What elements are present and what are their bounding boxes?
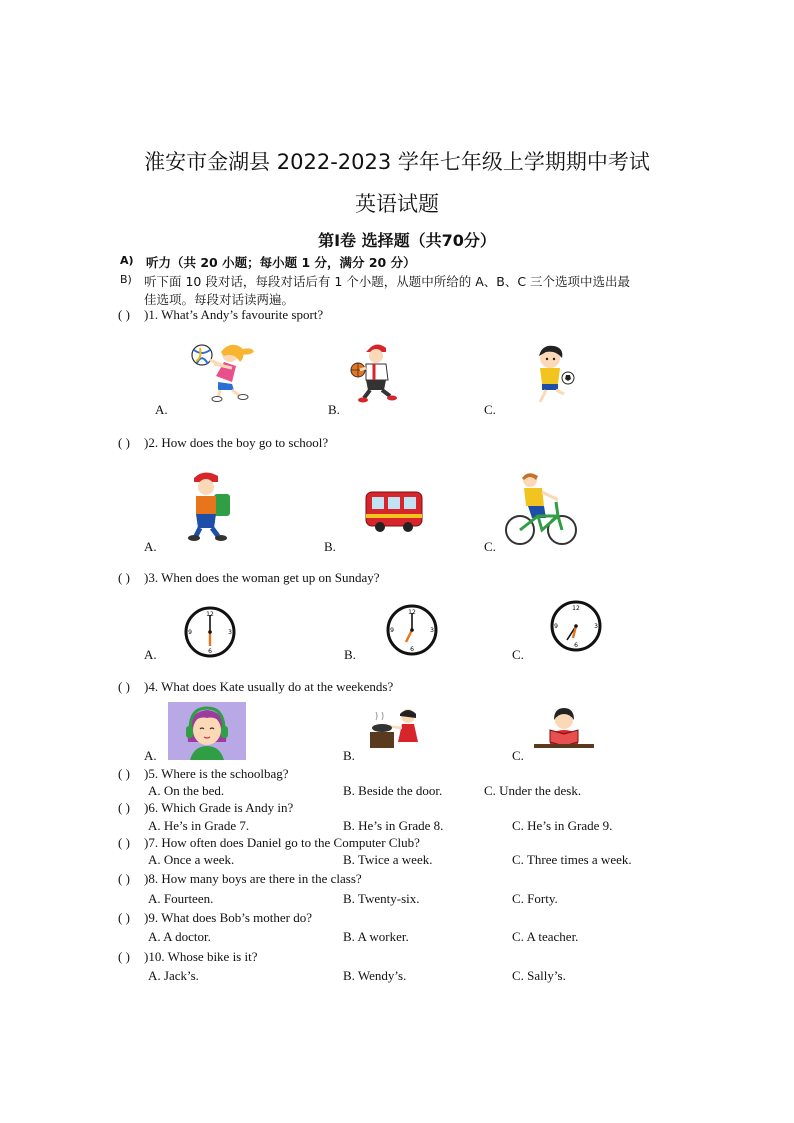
section-heading: 第Ⅰ卷 选择题（共70分） [318, 231, 496, 250]
reading-girl-image [534, 706, 594, 748]
q2-option-b[interactable]: B. [324, 539, 336, 554]
svg-text:6: 6 [410, 646, 414, 653]
question-5: )5. Where is the schoolbag? [144, 766, 289, 781]
question-10: )10. Whose bike is it? [144, 949, 258, 964]
q3-option-b[interactable]: B. [344, 647, 356, 662]
q5-option-c[interactable]: C. Under the desk. [484, 783, 582, 798]
q6-option-b[interactable]: B. He’s in Grade 8. [343, 818, 444, 833]
svg-text:12: 12 [572, 605, 580, 612]
q7-option-a[interactable]: A. Once a week. [148, 852, 235, 867]
instruction-a-text: 听力（共 20 小题；每小题 1 分，满分 20 分） [146, 255, 416, 270]
page-subtitle: 英语试题 [355, 192, 439, 216]
football-boy-image [526, 344, 578, 406]
instruction-a-marker: A) [120, 254, 134, 267]
clock-six-forty-image [550, 600, 602, 652]
svg-text:6: 6 [208, 648, 212, 655]
question-4: )4. What does Kate usually do at the weekends? [144, 679, 394, 694]
answer-bracket[interactable]: ( ) [118, 800, 130, 815]
q9-option-b[interactable]: B. A worker. [343, 929, 409, 944]
clock-six-oclock-image [184, 606, 236, 658]
answer-bracket[interactable]: ( ) [118, 949, 130, 964]
answer-bracket[interactable]: ( ) [118, 766, 130, 781]
q7-option-c[interactable]: C. Three times a week. [512, 852, 632, 867]
answer-bracket[interactable]: ( ) [118, 679, 130, 694]
page-title: 淮安市金湖县 2022-2023 学年七年级上学期期中考试 [144, 150, 650, 174]
svg-text:9: 9 [188, 629, 192, 636]
answer-bracket[interactable]: ( ) [118, 835, 130, 850]
svg-text:6: 6 [574, 642, 578, 649]
question-7: )7. How often does Daniel go to the Computer Club? [144, 835, 420, 850]
q4-option-b[interactable]: B. [343, 748, 355, 763]
svg-text:3: 3 [430, 627, 434, 634]
question-1: )1. What’s Andy’s favourite sport? [144, 307, 324, 322]
q6-option-c[interactable]: C. He’s in Grade 9. [512, 818, 613, 833]
q3-option-a[interactable]: A. [144, 647, 157, 662]
q1-option-a[interactable]: A. [155, 402, 168, 417]
svg-text:9: 9 [554, 623, 558, 630]
answer-bracket[interactable]: ( ) [118, 570, 130, 585]
question-3: )3. When does the woman get up on Sunday? [144, 570, 380, 585]
svg-text:12: 12 [206, 611, 214, 618]
bus-image [364, 488, 424, 534]
instruction-b-line1: 听下面 10 段对话，每段对话后有 1 个小题，从题中所给的 A、B、C 三个选项中选出最 [144, 274, 631, 289]
basketball-boy-image [348, 340, 400, 404]
svg-text:3: 3 [594, 623, 598, 630]
svg-text:3: 3 [228, 629, 232, 636]
instruction-b-line2: 佳选项。每段对话读两遍。 [144, 292, 295, 307]
question-6: )6. Which Grade is Andy in? [144, 800, 294, 815]
answer-bracket[interactable]: ( ) [118, 307, 130, 322]
q1-option-c[interactable]: C. [484, 402, 496, 417]
q2-option-a[interactable]: A. [144, 539, 157, 554]
q5-option-b[interactable]: B. Beside the door. [343, 783, 443, 798]
answer-bracket[interactable]: ( ) [118, 435, 130, 450]
question-8: )8. How many boys are there in the class? [144, 871, 362, 886]
cooking-girl-image [368, 706, 422, 750]
cycling-boy-image [502, 470, 580, 548]
q7-option-b[interactable]: B. Twice a week. [343, 852, 433, 867]
listening-music-girl-image [168, 702, 246, 760]
q10-option-b[interactable]: B. Wendy’s. [343, 968, 407, 983]
question-9: )9. What does Bob’s mother do? [144, 910, 313, 925]
q10-option-a[interactable]: A. Jack’s. [148, 968, 199, 983]
q8-option-b[interactable]: B. Twenty-six. [343, 891, 420, 906]
clock-seven-oclock-image [386, 604, 438, 656]
q5-option-a[interactable]: A. On the bed. [148, 783, 225, 798]
answer-bracket[interactable]: ( ) [118, 910, 130, 925]
q8-option-a[interactable]: A. Fourteen. [148, 891, 214, 906]
q8-option-c[interactable]: C. Forty. [512, 891, 558, 906]
answer-bracket[interactable]: ( ) [118, 871, 130, 886]
q3-option-c[interactable]: C. [512, 647, 524, 662]
q10-option-c[interactable]: C. Sally’s. [512, 968, 566, 983]
question-2: )2. How does the boy go to school? [144, 435, 329, 450]
q6-option-a[interactable]: A. He’s in Grade 7. [148, 818, 250, 833]
svg-text:9: 9 [390, 627, 394, 634]
volleyball-girl-image [188, 338, 258, 402]
svg-text:12: 12 [408, 609, 416, 616]
instruction-b-marker: B) [120, 273, 132, 286]
q9-option-a[interactable]: A. A doctor. [148, 929, 211, 944]
q4-option-a[interactable]: A. [144, 748, 157, 763]
q2-option-c[interactable]: C. [484, 539, 496, 554]
q9-option-c[interactable]: C. A teacher. [512, 929, 579, 944]
q4-option-c[interactable]: C. [512, 748, 524, 763]
walking-boy-image [184, 470, 236, 542]
q1-option-b[interactable]: B. [328, 402, 340, 417]
